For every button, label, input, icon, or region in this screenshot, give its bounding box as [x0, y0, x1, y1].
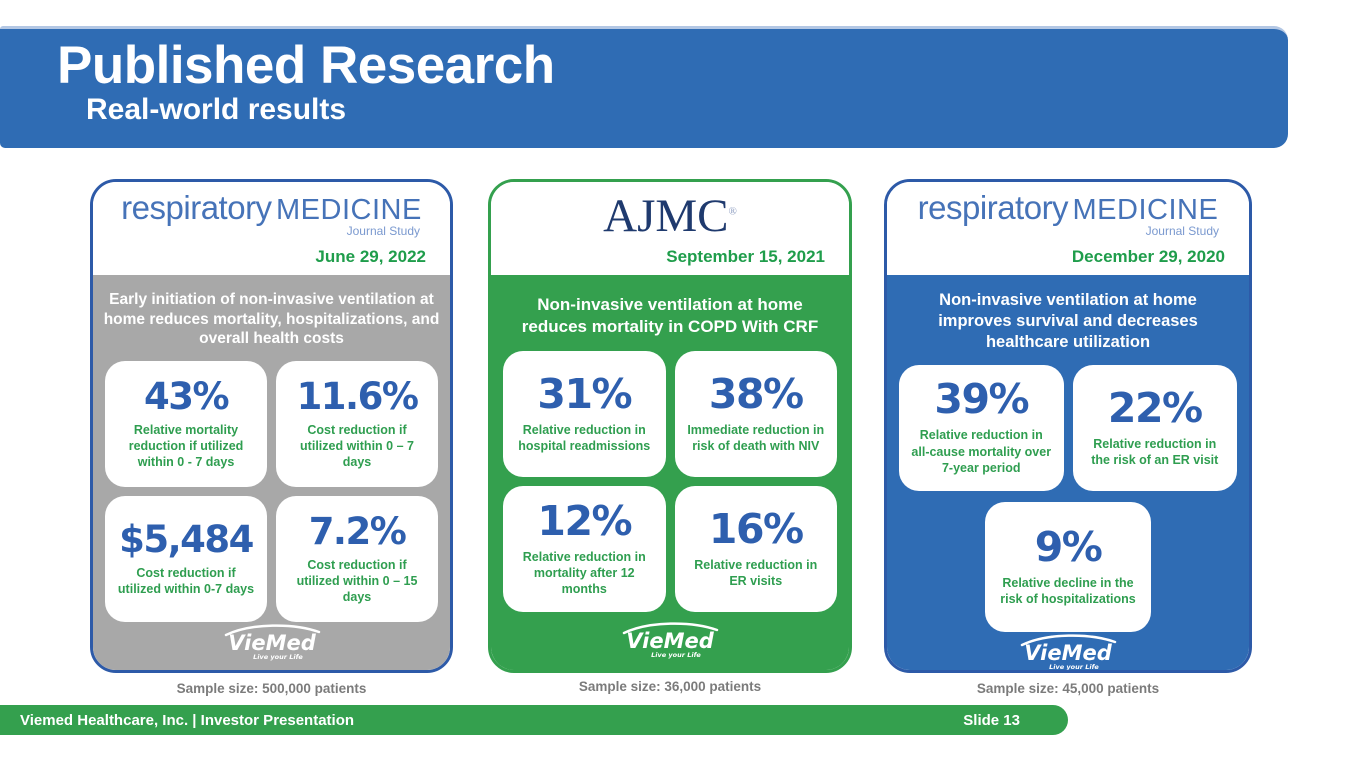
ajmc-logo	[491, 190, 849, 242]
stat-value: 31%	[537, 369, 632, 418]
stat-tile	[899, 365, 1064, 491]
stat-tile	[276, 361, 438, 487]
viemed-wordmark: VieMed	[626, 629, 714, 653]
viemed-wordmark: VieMed	[1024, 640, 1112, 665]
stat-grid	[491, 351, 849, 612]
sample-size-label: Sample size: 45,000 patients	[976, 681, 1160, 696]
footer-company-text: Viemed Healthcare, Inc. | Investor Presentation	[20, 711, 355, 729]
study-card-respiratory-medicine-2020	[884, 179, 1252, 673]
journal-logo-ajmc: AJMC	[603, 190, 729, 242]
viemed-tagline: Live your Life	[252, 653, 303, 662]
sample-size-label: Sample size: 500,000 patients	[176, 681, 367, 696]
viemed-logo-graphic	[614, 620, 726, 660]
journal-logo-medicine: MEDICINE	[276, 194, 422, 226]
viemed-logo-graphic	[1012, 632, 1124, 672]
stat-tile	[1073, 365, 1238, 491]
stat-value: 7.2%	[308, 509, 406, 553]
card-header	[491, 182, 849, 275]
study-headline: Non-invasive ventilation at home reduces mortality in COPD With CRF	[521, 295, 819, 336]
stat-grid	[887, 365, 1249, 632]
stat-label: Relative reduction in ER visits	[694, 557, 818, 589]
journal-logo-subtext: Journal Study	[346, 224, 420, 238]
stat-value: 9%	[1034, 522, 1102, 571]
stat-tile	[276, 496, 438, 622]
study-date: September 15, 2021	[666, 247, 825, 266]
viemed-logo-graphic	[216, 622, 328, 662]
stat-value: 12%	[537, 496, 632, 545]
stat-tile	[503, 486, 666, 612]
card-body	[93, 275, 450, 672]
stat-label: Cost reduction if utilized within 0 – 7 days	[300, 422, 414, 470]
stat-label: Immediate reduction in risk of death with NIV	[687, 422, 825, 454]
journal-logo-medicine: MEDICINE	[1072, 194, 1219, 226]
stat-label: Relative reduction in hospital readmissions	[518, 422, 651, 454]
stat-tile	[675, 351, 838, 477]
stat-tile	[675, 486, 838, 612]
viemed-tagline: Live your Life	[1049, 662, 1099, 671]
study-date: June 29, 2022	[315, 247, 426, 266]
viemed-wordmark: VieMed	[227, 631, 316, 656]
stat-label: Relative reduction in the risk of an ER visit	[1091, 436, 1219, 467]
registered-trademark-icon: ®	[728, 205, 737, 218]
viemed-logo	[614, 620, 726, 670]
slide-number-badge: Slide 13	[963, 711, 1020, 729]
stat-value: 39%	[934, 375, 1029, 424]
card-body	[887, 275, 1249, 673]
respiratory-medicine-logo	[887, 191, 1249, 225]
respiratory-medicine-logo	[93, 191, 450, 225]
stat-grid	[93, 361, 450, 622]
header-banner	[0, 26, 1288, 148]
stat-value: 43%	[143, 374, 229, 418]
study-card-ajmc-2021	[488, 179, 852, 673]
stat-value: 16%	[708, 504, 803, 553]
stat-label: Relative decline in the risk of hospitalizations	[1000, 575, 1136, 606]
stat-tile	[985, 502, 1151, 632]
study-date: December 29, 2020	[1071, 247, 1225, 266]
journal-logo-respiratory: respiratory	[121, 189, 272, 226]
card-body	[491, 275, 849, 670]
stat-label: Cost reduction if utilized within 0-7 days	[117, 565, 255, 597]
viemed-tagline: Live your Life	[651, 651, 701, 659]
stat-label: Relative reduction in mortality after 12 months	[522, 549, 646, 597]
study-headline: Early initiation of non-invasive ventilation at home reduces mortality, hospitalizations, and overall health costs	[103, 291, 440, 348]
stat-value: 22%	[1107, 383, 1202, 432]
footer-bar	[0, 705, 1068, 735]
study-card-respiratory-medicine-2022	[90, 179, 453, 673]
viemed-logo	[1012, 632, 1124, 673]
sample-size-label: Sample size: 36,000 patients	[578, 679, 762, 694]
stat-value: 11.6%	[296, 374, 418, 418]
study-headline: Non-invasive ventilation at home improves survival and decreases healthcare utilization	[938, 291, 1198, 351]
stat-label: Relative mortality reduction if utilized within 0 - 7 days	[128, 422, 244, 470]
stat-tile	[105, 496, 267, 622]
journal-logo-respiratory: respiratory	[917, 189, 1069, 226]
stat-value: 38%	[708, 369, 803, 418]
stat-value: $5,484	[119, 517, 253, 561]
slide-subtitle: Real-world results	[86, 93, 347, 126]
journal-logo-subtext: Journal Study	[1145, 224, 1219, 238]
card-header	[93, 182, 450, 275]
slide-title: Published Research	[57, 36, 555, 95]
stat-tile	[503, 351, 666, 477]
stat-label: Cost reduction if utilized within 0 – 15 days	[296, 557, 418, 605]
stat-tile	[105, 361, 267, 487]
stat-label: Relative reduction in all-cause mortality over 7-year period	[911, 428, 1052, 475]
card-header	[887, 182, 1249, 275]
viemed-logo	[216, 622, 328, 672]
